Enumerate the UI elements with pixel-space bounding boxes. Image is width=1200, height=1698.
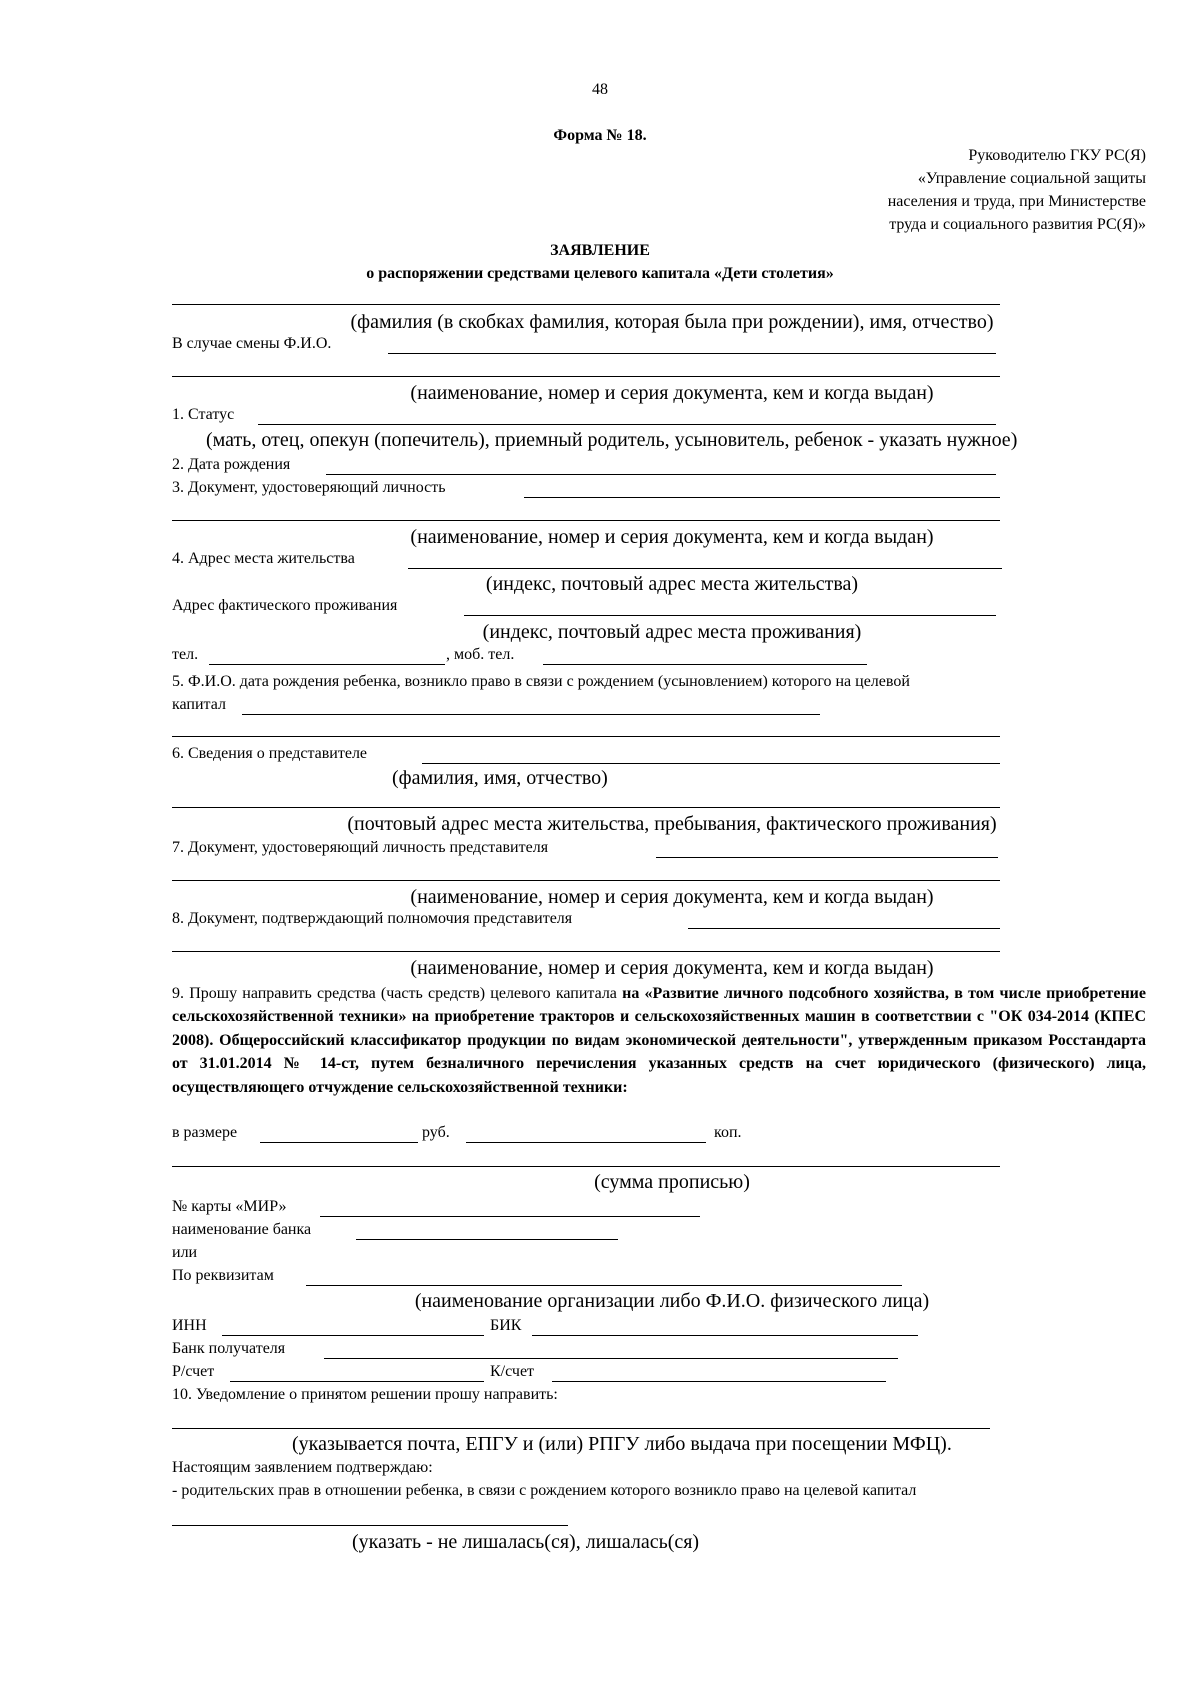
doc-field-line-2[interactable] [172,520,1000,521]
confirm-label: Настоящим заявлением подтверждаю: [172,1459,433,1476]
rep-authority-field-line[interactable] [688,928,1000,929]
rep-fio-hint: (фамилия, имя, отчество) [392,767,608,789]
birth-date-field-line[interactable] [326,474,996,475]
rep-doc-label: 7. Документ, удостоверяющий личность представителя [172,839,549,856]
birth-date-label: 2. Дата рождения [172,456,291,473]
rep-address-hint: (почтовый адрес места жительства, пребывания, фактического проживания) [347,813,997,835]
sum-words-field-line[interactable] [172,1166,1000,1167]
doc-hint-3: (наименование, номер и серия документа, кем и когда выдан) [410,886,934,908]
deprived-hint: (указать - не лишалась(ся), лишалась(ся) [352,1531,700,1553]
bank-name-field-line[interactable] [356,1239,618,1240]
notification-label: 10. Уведомление о принятом решении прошу направить: [172,1386,558,1403]
identity-doc-label: 3. Документ, удостоверяющий личность [172,479,446,496]
document-title: ЗАЯВЛЕНИЕ [550,242,650,259]
actual-residence-field-line[interactable] [464,615,996,616]
bank-name-label: наименование банка [172,1221,312,1238]
rep-doc-field-line[interactable] [656,857,998,858]
by-details-field-line[interactable] [306,1285,902,1286]
amount-rub-field-line[interactable] [260,1142,418,1143]
inn-label: ИНН [172,1317,207,1334]
parental-rights-field-line[interactable] [172,1525,568,1526]
doc-field-line-4[interactable] [172,951,1000,952]
doc-hint-4: (наименование, номер и серия документа, кем и когда выдан) [410,957,934,979]
recipient-bank-field-line[interactable] [324,1358,898,1359]
org-name-hint: (наименование организации либо Ф.И.О. физического лица) [414,1290,930,1312]
document-subtitle: о распоряжении средствами целевого капитала «Дети столетия» [366,265,834,282]
fio-hint: (фамилия (в скобках фамилия, которая была при рождении), имя, отчество) [350,311,994,333]
request-paragraph [172,982,1146,1099]
residence-label: 4. Адрес места жительства [172,550,355,567]
doc-hint-1: (наименование, номер и серия документа, кем и когда выдан) [410,382,934,404]
status-field-line[interactable] [258,424,996,425]
parental-rights-label: - родительских прав в отношении ребенка, в связи с рождением которого возникло право на целевой капитал [172,1482,917,1499]
amount-label: в размере [172,1124,238,1141]
bik-field-line[interactable] [532,1335,918,1336]
rub-label: руб. [422,1124,450,1141]
or-label: или [172,1244,198,1261]
mob-tel-label: , моб. тел. [446,646,515,663]
fio-change-field-line[interactable] [388,353,996,354]
rep-address-field-line[interactable] [172,807,1000,808]
identity-doc-field-line[interactable] [524,497,1000,498]
kop-label: коп. [714,1124,742,1141]
corr-account-field-line[interactable] [552,1381,886,1382]
corr-account-label: К/счет [490,1363,535,1380]
rep-info-label: 6. Сведения о представителе [172,745,368,762]
status-label: 1. Статус [172,406,235,423]
account-label: Р/счет [172,1363,215,1380]
by-details-label: По реквизитам [172,1267,274,1284]
capital-label: капитал [172,696,226,713]
actual-residence-hint: (индекс, почтовый адрес места проживания) [482,621,862,643]
addressee-line-3: населения и труда, при Министерстве [887,193,1146,210]
tel-label: тел. [172,646,199,663]
addressee-line-2: «Управление социальной защиты [917,170,1146,187]
actual-residence-label: Адрес фактического проживания [172,597,398,614]
account-field-line[interactable] [230,1381,484,1382]
recipient-bank-label: Банк получателя [172,1340,286,1357]
sum-words-hint: (сумма прописью) [594,1171,750,1193]
amount-kop-field-line[interactable] [466,1142,706,1143]
doc-hint-2: (наименование, номер и серия документа, кем и когда выдан) [410,526,934,548]
notification-field-line[interactable] [172,1428,990,1429]
notification-hint: (указывается почта, ЕПГУ и (или) РПГУ либо выдача при посещении МФЦ). [292,1433,952,1455]
doc-field-line-3[interactable] [172,880,1000,881]
page-number: 48 [592,81,608,98]
request-bold-text: на «Развитие личного подсобного хозяйства, в том числе приобретение сельскохозяйственной техники» на приобретение тракторов и сельскохозяйственных машин в соответствии с "ОК 034-2014 (КПЕС 2008). Общероссийский классификатор продукции по видам экономической деятельности", утвержденным приказом Росстандарта от 31.01.2014 № 14-ст, путем безналичного перечисления указанных средств на счет юридического (физического) лица, осуществляющего отчуждение сельскохозяйственной техники: [172,985,1146,1096]
child-info-label: 5. Ф.И.О. дата рождения ребенка, возникло право в связи с рождением (усыновлением) которого на целевой [172,673,910,690]
request-text: 9. Прошу направить средства (часть средств) целевого капитала [172,985,623,1002]
doc-field-line-1[interactable] [172,376,1000,377]
rep-info-field-line[interactable] [422,763,1000,764]
addressee-line-4: труда и социального развития РС(Я)» [889,216,1146,233]
bik-label: БИК [490,1317,522,1334]
residence-hint: (индекс, почтовый адрес места жительства) [485,573,859,595]
child-info-field-line[interactable] [242,714,820,715]
status-hint: (мать, отец, опекун (попечитель), приемный родитель, усыновитель, ребенок - указать нужное) [206,429,1018,451]
inn-field-line[interactable] [222,1335,484,1336]
mob-tel-field-line[interactable] [543,664,867,665]
mir-card-field-line[interactable] [320,1216,700,1217]
fio-change-label: В случае смены Ф.И.О. [172,335,332,352]
tel-field-line[interactable] [209,664,445,665]
form-title: Форма № 18. [553,127,647,144]
child-info-field-line-2[interactable] [172,736,1000,737]
fio-field-line[interactable] [172,304,1000,305]
rep-authority-label: 8. Документ, подтверждающий полномочия представителя [172,910,573,927]
residence-field-line[interactable] [408,568,1002,569]
addressee-line-1: Руководителю ГКУ РС(Я) [968,147,1146,164]
mir-card-label: № карты «МИР» [172,1198,287,1215]
